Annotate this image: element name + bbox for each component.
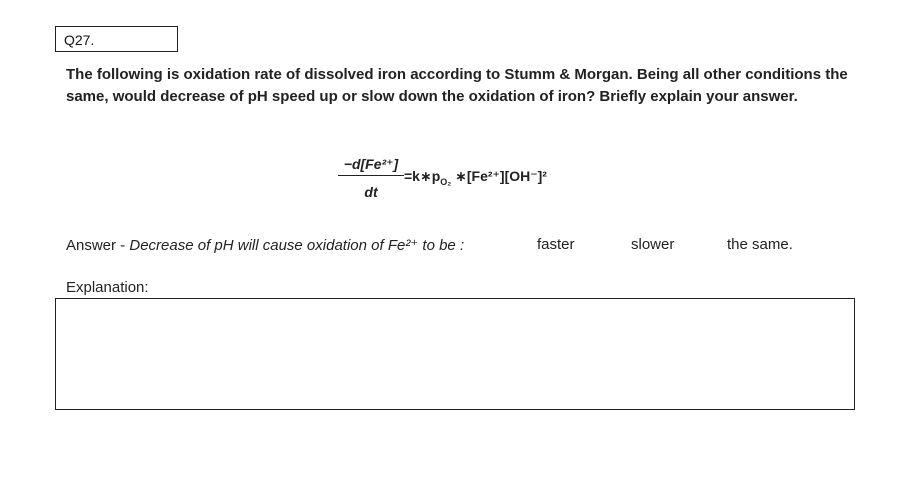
option-the-same[interactable]: the same. bbox=[727, 236, 793, 253]
answer-line bbox=[66, 236, 464, 254]
option-slower[interactable]: slower bbox=[631, 236, 675, 253]
answer-prefix: Answer - bbox=[66, 237, 130, 254]
rate-rhs bbox=[404, 168, 547, 187]
option-faster[interactable]: faster bbox=[537, 236, 575, 253]
rate-denominator: dt bbox=[364, 184, 378, 200]
explanation-label: Explanation: bbox=[66, 279, 149, 296]
rate-fraction bbox=[338, 156, 404, 200]
rate-rhs-head: =k∗p bbox=[404, 168, 441, 184]
question-number-box bbox=[55, 26, 178, 52]
answer-statement: Decrease of pH will cause oxidation of Fe²⁺ to be : bbox=[129, 237, 465, 254]
rate-rhs-sub: O₂ bbox=[440, 176, 452, 187]
explanation-box[interactable] bbox=[55, 298, 855, 410]
rate-rhs-tail: ∗[Fe²⁺][OH⁻]² bbox=[451, 168, 547, 184]
question-number: Q27. bbox=[64, 32, 95, 48]
rate-numerator: −d[Fe²⁺] bbox=[338, 156, 404, 176]
question-text: The following is oxidation rate of dissolved iron according to Stumm & Morgan. Being all other conditions the same, would decrease of pH speed up or slow down the oxidation of iron? Briefly explain your answer. bbox=[66, 66, 848, 105]
